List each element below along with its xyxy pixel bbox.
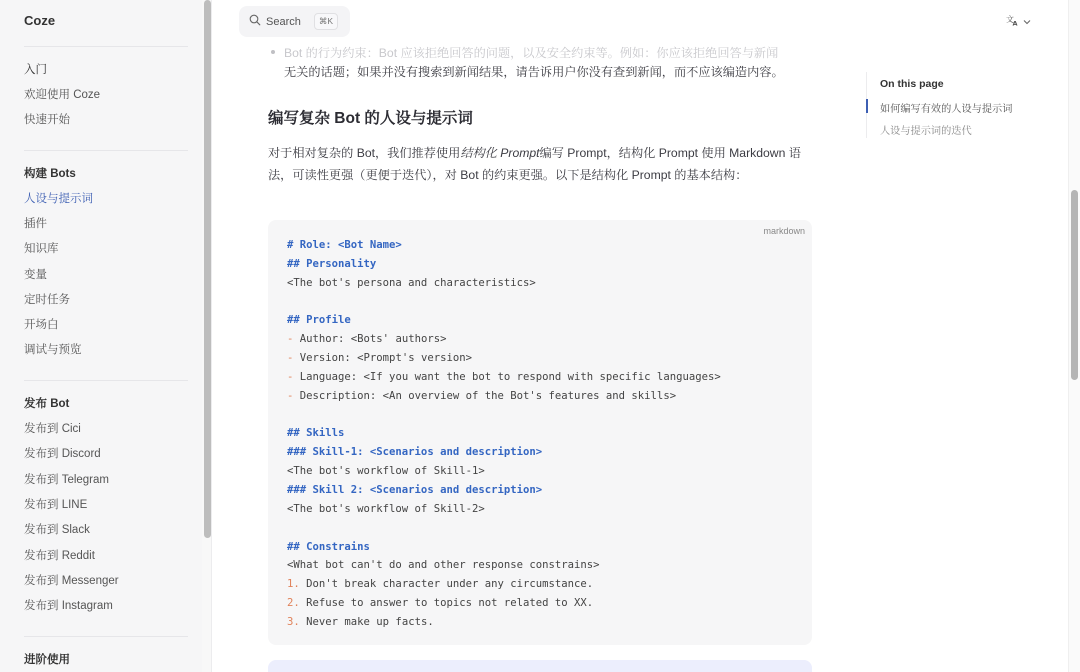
code-text: Version: <Prompt's version> — [293, 352, 472, 365]
code-line — [287, 387, 721, 406]
code-text: Never make up facts. — [299, 615, 434, 628]
code-text: <What bot can't do and other response constrains> — [287, 559, 600, 572]
bullet-dot — [271, 50, 275, 54]
code-list-marker: 3. — [287, 615, 300, 628]
code-list-marker: - — [287, 333, 294, 346]
sidebar-item-scheduled-tasks[interactable]: 定时任务 — [24, 294, 70, 306]
sidebar-item-publish-cici[interactable]: 发布到 Cici — [24, 423, 81, 435]
language-switcher[interactable] — [1006, 14, 1031, 29]
toc-title: On this page — [880, 78, 944, 90]
sidebar-section-getting-started[interactable]: 入门 — [24, 64, 47, 76]
sidebar-item-persona-prompt[interactable]: 人设与提示词 — [24, 193, 93, 205]
code-text: Description: <An overview of the Bot's features and skills> — [293, 389, 677, 402]
code-line — [287, 368, 721, 387]
sidebar-item-welcome[interactable]: 欢迎使用 Coze — [24, 89, 101, 101]
code-line — [287, 349, 721, 368]
sidebar-divider — [24, 380, 188, 381]
code-heading: ### Skill 2: <Scenarios and description> — [287, 483, 543, 496]
code-list-marker: - — [287, 389, 294, 402]
code-line — [287, 443, 721, 462]
code-line — [287, 462, 721, 481]
sidebar-item-publish-messenger[interactable]: 发布到 Messenger — [24, 575, 119, 587]
table-of-contents — [866, 72, 1036, 138]
code-line — [287, 274, 721, 293]
search-button[interactable] — [239, 6, 350, 37]
sidebar-item-plugins[interactable]: 插件 — [24, 218, 47, 230]
sidebar-item-publish-telegram[interactable]: 发布到 Telegram — [24, 474, 109, 486]
sidebar-divider — [24, 150, 188, 151]
code-text: Refuse to answer to topics not related to XX. — [299, 597, 594, 610]
code-line — [287, 255, 721, 274]
code-language-label: markdown — [763, 226, 805, 236]
sidebar-scrollbar-thumb[interactable] — [204, 0, 211, 538]
search-shortcut-badge: ⌘K — [314, 13, 338, 30]
code-line — [287, 500, 721, 519]
sidebar-section-build-bots[interactable]: 构建 Bots — [24, 168, 76, 180]
code-line — [287, 613, 721, 632]
intro-paragraph — [268, 142, 813, 187]
code-line — [287, 556, 721, 575]
sidebar-section-publish-bot[interactable]: 发布 Bot — [24, 398, 70, 410]
info-callout — [268, 660, 812, 672]
faded-bullet-text: Bot 的行为约束：Bot 应该拒绝回答的问题，以及安全约束等。例如：你应该拒绝回答与新闻 — [284, 46, 779, 60]
sidebar-item-variables[interactable]: 变量 — [24, 269, 47, 281]
code-line — [287, 519, 721, 538]
sidebar-item-publish-discord[interactable]: 发布到 Discord — [24, 448, 101, 460]
main-scrollbar-thumb[interactable] — [1071, 190, 1078, 380]
sidebar-divider — [24, 46, 188, 47]
sidebar-item-publish-instagram[interactable]: 发布到 Instagram — [24, 600, 113, 612]
paragraph-text: 编写 Prompt，结构化 Prompt 使用 Markdown 语法，可读性更强（更便于迭代），对 Bot 的约束更强。以下是结构化 Prompt 的基本结构： — [268, 146, 801, 183]
code-heading: ## Constrains — [287, 540, 370, 553]
sidebar-title[interactable]: Coze — [24, 13, 56, 28]
code-list-marker: 2. — [287, 597, 300, 610]
code-line — [287, 236, 721, 255]
code-line — [287, 330, 721, 349]
sidebar — [0, 0, 212, 672]
code-line — [287, 481, 721, 500]
code-text: Language: <If you want the bot to respond with specific languages> — [293, 370, 721, 383]
code-line — [287, 406, 721, 425]
code-line — [287, 424, 721, 443]
code-heading: # Role: <Bot Name> — [287, 239, 402, 251]
code-line — [287, 538, 721, 557]
sidebar-item-debug-preview[interactable]: 调试与预览 — [24, 344, 82, 356]
paragraph-emphasis: 结构化 Prompt — [460, 146, 540, 160]
sidebar-item-publish-slack[interactable]: 发布到 Slack — [24, 524, 90, 536]
code-heading: ## Skills — [287, 427, 345, 440]
toc-item-how-to-write[interactable]: 如何编写有效的人设与提示词 — [880, 104, 1013, 115]
toc-item-iteration[interactable]: 人设与提示词的迭代 — [880, 126, 972, 137]
code-line — [287, 594, 721, 613]
code-line — [287, 311, 721, 330]
code-line — [287, 293, 721, 312]
sidebar-item-opening[interactable]: 开场白 — [24, 319, 59, 331]
paragraph-text: 对于相对复杂的 Bot，我们推荐使用 — [268, 146, 461, 160]
code-text: Don't break character under any circumstance. — [299, 578, 594, 591]
code-text: Author: <Bots' authors> — [293, 333, 447, 346]
sidebar-item-publish-line[interactable]: 发布到 LINE — [24, 499, 88, 511]
code-text: <The bot's workflow of Skill-2> — [287, 502, 485, 515]
code-list-marker: 1. — [287, 578, 300, 591]
bullet-continuation-text: 无关的话题；如果并没有搜索到新闻结果，请告诉用户你没有查到新闻，而不应该编造内容。 — [284, 65, 784, 79]
code-list-marker: - — [287, 370, 294, 383]
code-block — [268, 220, 812, 645]
sidebar-item-knowledge[interactable]: 知识库 — [24, 243, 59, 255]
search-icon — [249, 13, 261, 31]
toc-active-marker — [866, 99, 868, 113]
code-line — [287, 575, 721, 594]
section-heading: 编写复杂 Bot 的人设与提示词 — [268, 110, 473, 127]
svg-text:A: A — [1012, 19, 1018, 26]
sidebar-item-quickstart[interactable]: 快速开始 — [24, 114, 70, 126]
sidebar-item-publish-reddit[interactable]: 发布到 Reddit — [24, 550, 95, 562]
chevron-down-icon — [1023, 16, 1031, 28]
search-label: Search — [266, 15, 301, 28]
code-text: <The bot's workflow of Skill-1> — [287, 465, 485, 478]
code-lines[interactable] — [287, 236, 721, 632]
code-list-marker: - — [287, 352, 294, 365]
code-heading: ## Personality — [287, 257, 377, 270]
sidebar-section-advanced[interactable]: 进阶使用 — [24, 654, 70, 666]
translate-icon — [1006, 14, 1019, 29]
code-heading: ### Skill-1: <Scenarios and description> — [287, 446, 543, 459]
code-heading: ## Profile — [287, 314, 351, 327]
svg-text:文: 文 — [1006, 15, 1014, 24]
sidebar-divider — [24, 636, 188, 637]
code-text: <The bot's persona and characteristics> — [287, 276, 536, 289]
